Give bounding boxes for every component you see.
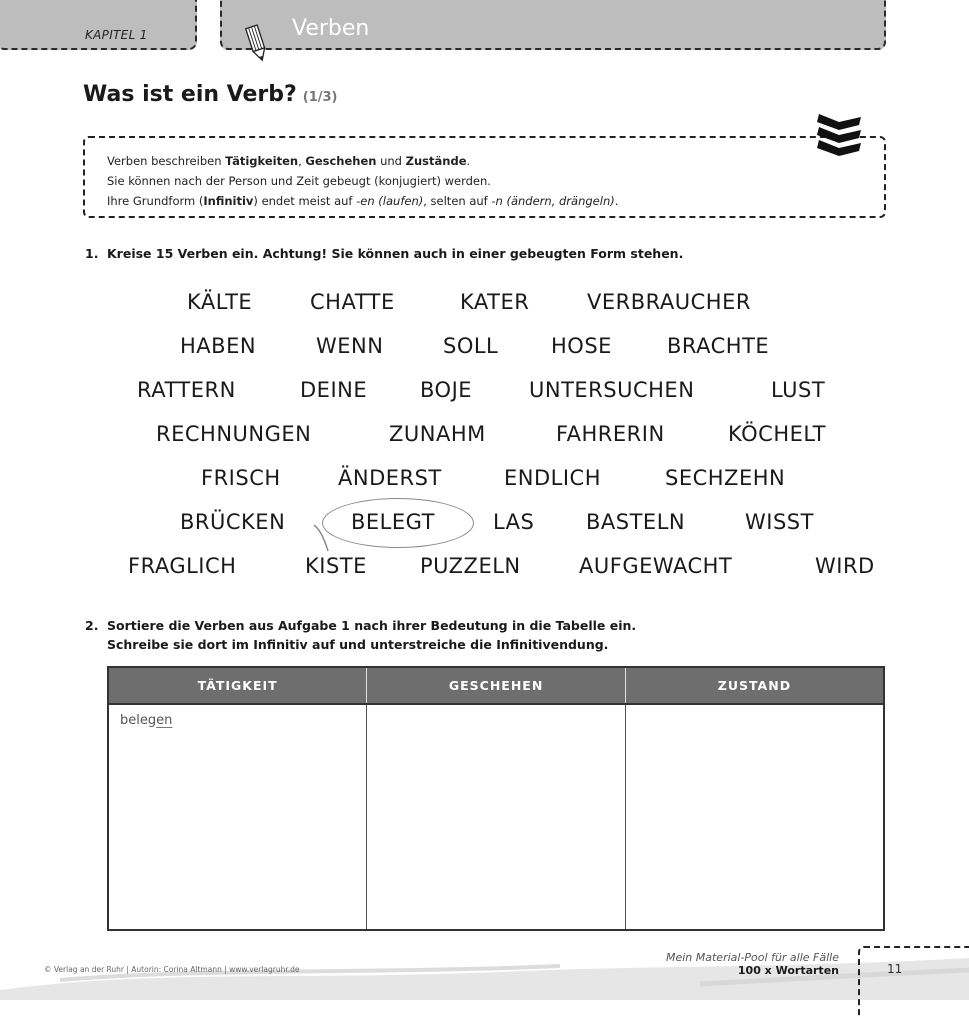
word[interactable]: RATTERN bbox=[137, 378, 236, 402]
word[interactable]: CHATTE bbox=[310, 290, 395, 314]
cell-geschehen[interactable] bbox=[367, 704, 626, 930]
col-header-taetigkeit: TÄTIGKEIT bbox=[108, 667, 367, 704]
word[interactable]: ZUNAHM bbox=[389, 422, 486, 446]
word-row-6 bbox=[0, 510, 969, 540]
word[interactable]: WENN bbox=[316, 334, 384, 358]
word-row-5 bbox=[0, 466, 969, 496]
word[interactable]: SECHZEHN bbox=[665, 466, 786, 490]
word-row-1 bbox=[0, 290, 969, 320]
info-box bbox=[83, 136, 886, 218]
word[interactable]: BRÜCKEN bbox=[180, 510, 286, 534]
word[interactable]: BASTELN bbox=[586, 510, 686, 534]
info-line-3: Ihre Grundform (Infinitiv) endet meist auf -en (laufen), selten auf -n (ändern, drängeln). bbox=[107, 194, 619, 208]
triple-chevron-icon bbox=[815, 112, 871, 156]
word[interactable]: KÖCHELT bbox=[728, 422, 827, 446]
info-line-2: Sie können nach der Person und Zeit gebeugt (konjugiert) werden. bbox=[107, 174, 491, 188]
copyright: © Verlag an der Ruhr | Autorin: Corina Altmann | www.verlagruhr.de bbox=[44, 965, 300, 974]
word[interactable]: WISST bbox=[745, 510, 814, 534]
series-title: Mein Material-Pool für alle Fälle bbox=[665, 951, 839, 964]
word[interactable]: FRISCH bbox=[201, 466, 281, 490]
info-line-1: Verben beschreiben Tätigkeiten, Geschehen und Zustände. bbox=[107, 154, 471, 168]
circle-stroke-tail bbox=[312, 523, 332, 553]
word[interactable]: DEINE bbox=[300, 378, 368, 402]
word[interactable]: FRAGLICH bbox=[128, 554, 237, 578]
chapter-tab bbox=[0, 0, 197, 50]
word-row-4 bbox=[0, 422, 969, 452]
cell-taetigkeit[interactable] bbox=[108, 704, 367, 930]
page-number: 11 bbox=[887, 962, 903, 976]
pencil-icon bbox=[244, 24, 270, 64]
word[interactable]: ÄNDERST bbox=[338, 466, 442, 490]
page-title-text: Was ist ein Verb? bbox=[83, 82, 297, 107]
word[interactable]: ENDLICH bbox=[504, 466, 601, 490]
word[interactable]: KÄLTE bbox=[187, 290, 253, 314]
chapter-title: Verben bbox=[292, 16, 370, 41]
word[interactable]: LUST bbox=[771, 378, 826, 402]
word[interactable]: RECHNUNGEN bbox=[156, 422, 312, 446]
word-row-2 bbox=[0, 334, 969, 364]
word[interactable]: HOSE bbox=[551, 334, 612, 358]
cell-zustand[interactable] bbox=[625, 704, 884, 930]
example-entry: belegen bbox=[120, 713, 173, 728]
word[interactable]: PUZZELN bbox=[420, 554, 521, 578]
example-circle bbox=[322, 498, 474, 548]
word[interactable]: BRACHTE bbox=[667, 334, 770, 358]
word[interactable]: UNTERSUCHEN bbox=[529, 378, 695, 402]
word[interactable]: LAS bbox=[493, 510, 535, 534]
col-header-geschehen: GESCHEHEN bbox=[367, 667, 626, 704]
sorting-table bbox=[107, 666, 885, 931]
col-header-zustand: ZUSTAND bbox=[625, 667, 884, 704]
word-circled[interactable]: BELEGT bbox=[351, 510, 435, 534]
word[interactable]: HABEN bbox=[180, 334, 257, 358]
word[interactable]: SOLL bbox=[443, 334, 499, 358]
word[interactable]: VERBRAUCHER bbox=[587, 290, 751, 314]
word-row-7 bbox=[0, 554, 969, 584]
word[interactable]: KATER bbox=[460, 290, 530, 314]
word[interactable]: AUFGEWACHT bbox=[579, 554, 733, 578]
page-title bbox=[83, 82, 338, 107]
chapter-label: KAPITEL 1 bbox=[85, 28, 148, 42]
book-title: 100 x Wortarten bbox=[737, 964, 839, 977]
task-1-instruction: 1. Kreise 15 Verben ein. Achtung! Sie können auch in einer gebeugten Form stehen. bbox=[85, 246, 684, 261]
word-row-3 bbox=[0, 378, 969, 408]
word[interactable]: WIRD bbox=[815, 554, 875, 578]
page-part: (1/3) bbox=[302, 90, 338, 105]
word[interactable]: KISTE bbox=[305, 554, 367, 578]
word[interactable]: BOJE bbox=[420, 378, 473, 402]
word[interactable]: FAHRERIN bbox=[556, 422, 665, 446]
task-2-instruction: 2. Sortiere die Verben aus Aufgabe 1 nach ihrer Bedeutung in die Tabelle ein. Schreibe sie dort im Infinitiv auf und unterstreiche die Infinitivendung. bbox=[85, 618, 637, 652]
page-number-box bbox=[858, 946, 969, 1018]
